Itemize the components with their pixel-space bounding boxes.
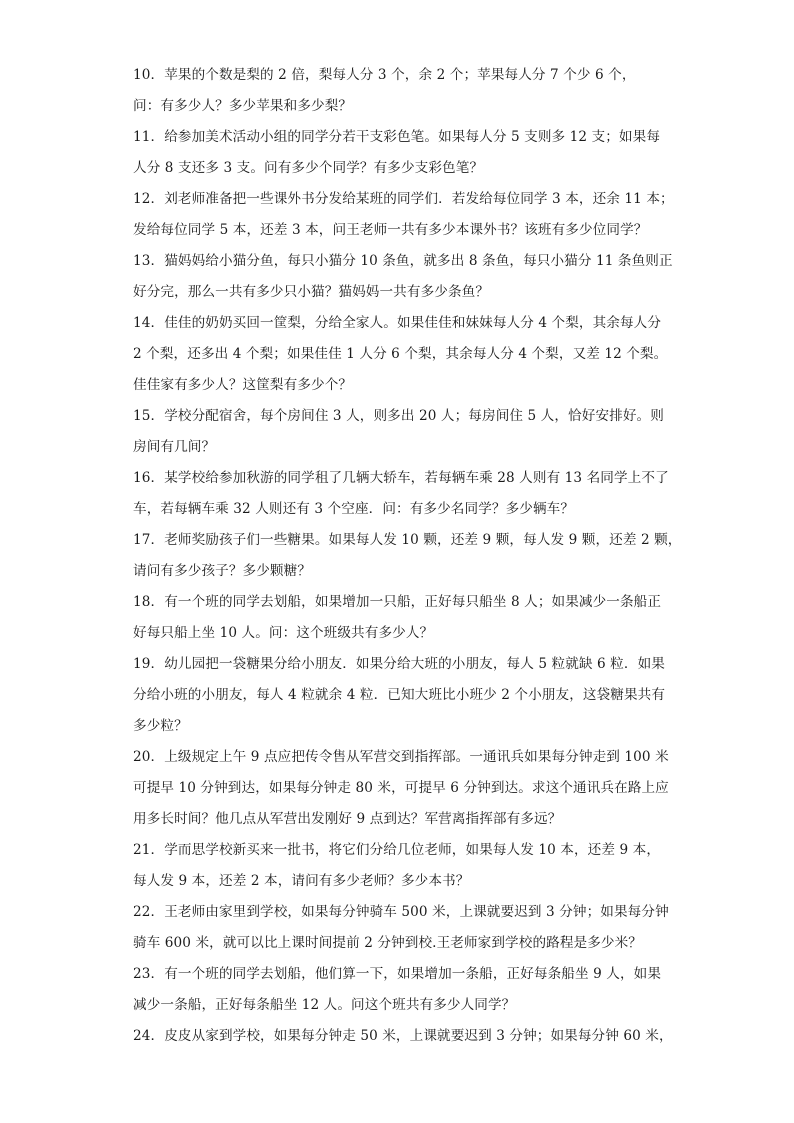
- problem-text-line: 发给每位同学 5 本，还差 3 本，问王老师一共有多少本课外书？该班有多少位同学？: [133, 222, 648, 238]
- problem-text-line: 减少一条船，正好每条船坐 12 人。问这个班共有多少人同学？: [133, 997, 516, 1013]
- problem-text-line: 分给小班的小朋友，每人 4 粒就余 4 粒．已知大班比小班少 2 个小朋友，这袋糖果共有: [133, 687, 666, 703]
- problem-18: [133, 587, 682, 649]
- problem-text-line: 问：有多少人？多少苹果和多少梨？: [133, 98, 353, 114]
- problem-11: [133, 122, 682, 184]
- problem-text-line: 多少粒？: [133, 718, 188, 734]
- problem-24: [133, 1021, 682, 1052]
- problem-21: [133, 835, 682, 897]
- problem-text-line: 19．幼儿园把一袋糖果分给小朋友．如果分给大班的小朋友，每人 5 粒就缺 6 粒．如果: [133, 656, 665, 672]
- problem-text-line: 每人发 9 本，还差 2 本，请问有多少老师？多少本书？: [133, 873, 470, 889]
- problem-10: [133, 60, 682, 122]
- problem-text-line: 23．有一个班的同学去划船，他们算一下，如果增加一条船，正好每条船坐 9 人，如果: [133, 966, 662, 982]
- problem-12: [133, 184, 682, 246]
- problem-text-line: 可提早 10 分钟到达，如果每分钟走 80 米，可提早 6 分钟到达。求这个通讯兵在路上应: [133, 780, 669, 796]
- problem-text-line: 请问有多少孩子？多少颗糖？: [133, 563, 312, 579]
- problem-text-line: 骑车 600 米，就可以比上课时间提前 2 分钟到校.王老师家到学校的路程是多少米？: [133, 935, 642, 951]
- problem-text-line: 佳佳家有多少人？这筐梨有多少个？: [133, 377, 353, 393]
- problem-20: [133, 742, 682, 835]
- problem-text-line: 21．学而思学校新买来一批书，将它们分给几位老师，如果每人发 10 本，还差 9 本，: [133, 842, 661, 858]
- problem-text-line: 15．学校分配宿舍，每个房间住 3 人，则多出 20 人；每房间住 5 人，恰好安排好。则: [133, 408, 664, 424]
- problem-text-line: 18．有一个班的同学去划船，如果增加一只船，正好每只船坐 8 人；如果减少一条船正: [133, 594, 662, 610]
- problem-22: [133, 897, 682, 959]
- problem-16: [133, 463, 682, 525]
- problem-text-line: 人分 8 支还多 3 支。问有多少个同学？有多少支彩色笔？: [133, 160, 484, 176]
- problem-19: [133, 649, 682, 742]
- problem-text-line: 14．佳佳的奶奶买回一筐梨，分给全家人。如果佳佳和妹妹每人分 4 个梨，其余每人分: [133, 315, 662, 331]
- problem-text-line: 17．老师奖励孩子们一些糖果。如果每人发 10 颗，还差 9 颗，每人发 9 颗，还差 2 颗，: [133, 532, 682, 548]
- problem-14: [133, 308, 682, 401]
- problem-text-line: 好每只船上坐 10 人。问：这个班级共有多少人？: [133, 625, 434, 641]
- problem-23: [133, 959, 682, 1021]
- problem-17: [133, 525, 682, 587]
- problem-text-line: 22．王老师由家里到学校，如果每分钟骑车 500 米，上课就要迟到 3 分钟；如果每分钟: [133, 904, 669, 920]
- problem-text-line: 16．某学校给参加秋游的同学租了几辆大轿车，若每辆车乘 28 人则有 13 名同学上不了: [133, 470, 669, 486]
- problem-text-line: 10．苹果的个数是梨的 2 倍，梨每人分 3 个，余 2 个；苹果每人分 7 个少 6 个，: [133, 67, 636, 83]
- problem-text-line: 用多长时间？他几点从军营出发刚好 9 点到达？军营离指挥部有多远？: [133, 811, 562, 827]
- problem-text-line: 13．猫妈妈给小猫分鱼，每只小猫分 10 条鱼，就多出 8 条鱼，每只小猫分 11 条鱼则正: [133, 253, 673, 269]
- problem-15: [133, 401, 682, 463]
- problem-text-line: 11．给参加美术活动小组的同学分若干支彩色笔。如果每人分 5 支则多 12 支；如果每: [133, 129, 661, 145]
- problem-text-line: 车，若每辆车乘 32 人则还有 3 个空座．问：有多少名同学？多少辆车？: [133, 501, 575, 517]
- problem-text-line: 12．刘老师准备把一些课外书分发给某班的同学们．若发给每位同学 3 本，还余 11 本；: [133, 191, 674, 207]
- problem-text-line: 20．上级规定上午 9 点应把传令售从军营交到指挥部。一通讯兵如果每分钟走到 100 米: [133, 749, 669, 765]
- problem-text-line: 24．皮皮从家到学校，如果每分钟走 50 米，上课就要迟到 3 分钟；如果每分钟 60 米，: [133, 1028, 673, 1044]
- problem-text-line: 2 个梨，还多出 4 个梨；如果佳佳 1 人分 6 个梨，其余每人分 4 个梨，又差 12 个梨。: [133, 346, 668, 362]
- problem-text-line: 房间有几间？: [133, 439, 216, 455]
- problem-13: [133, 246, 682, 308]
- problem-text-line: 好分完，那么一共有多少只小猫？猫妈妈一共有多少条鱼？: [133, 284, 490, 300]
